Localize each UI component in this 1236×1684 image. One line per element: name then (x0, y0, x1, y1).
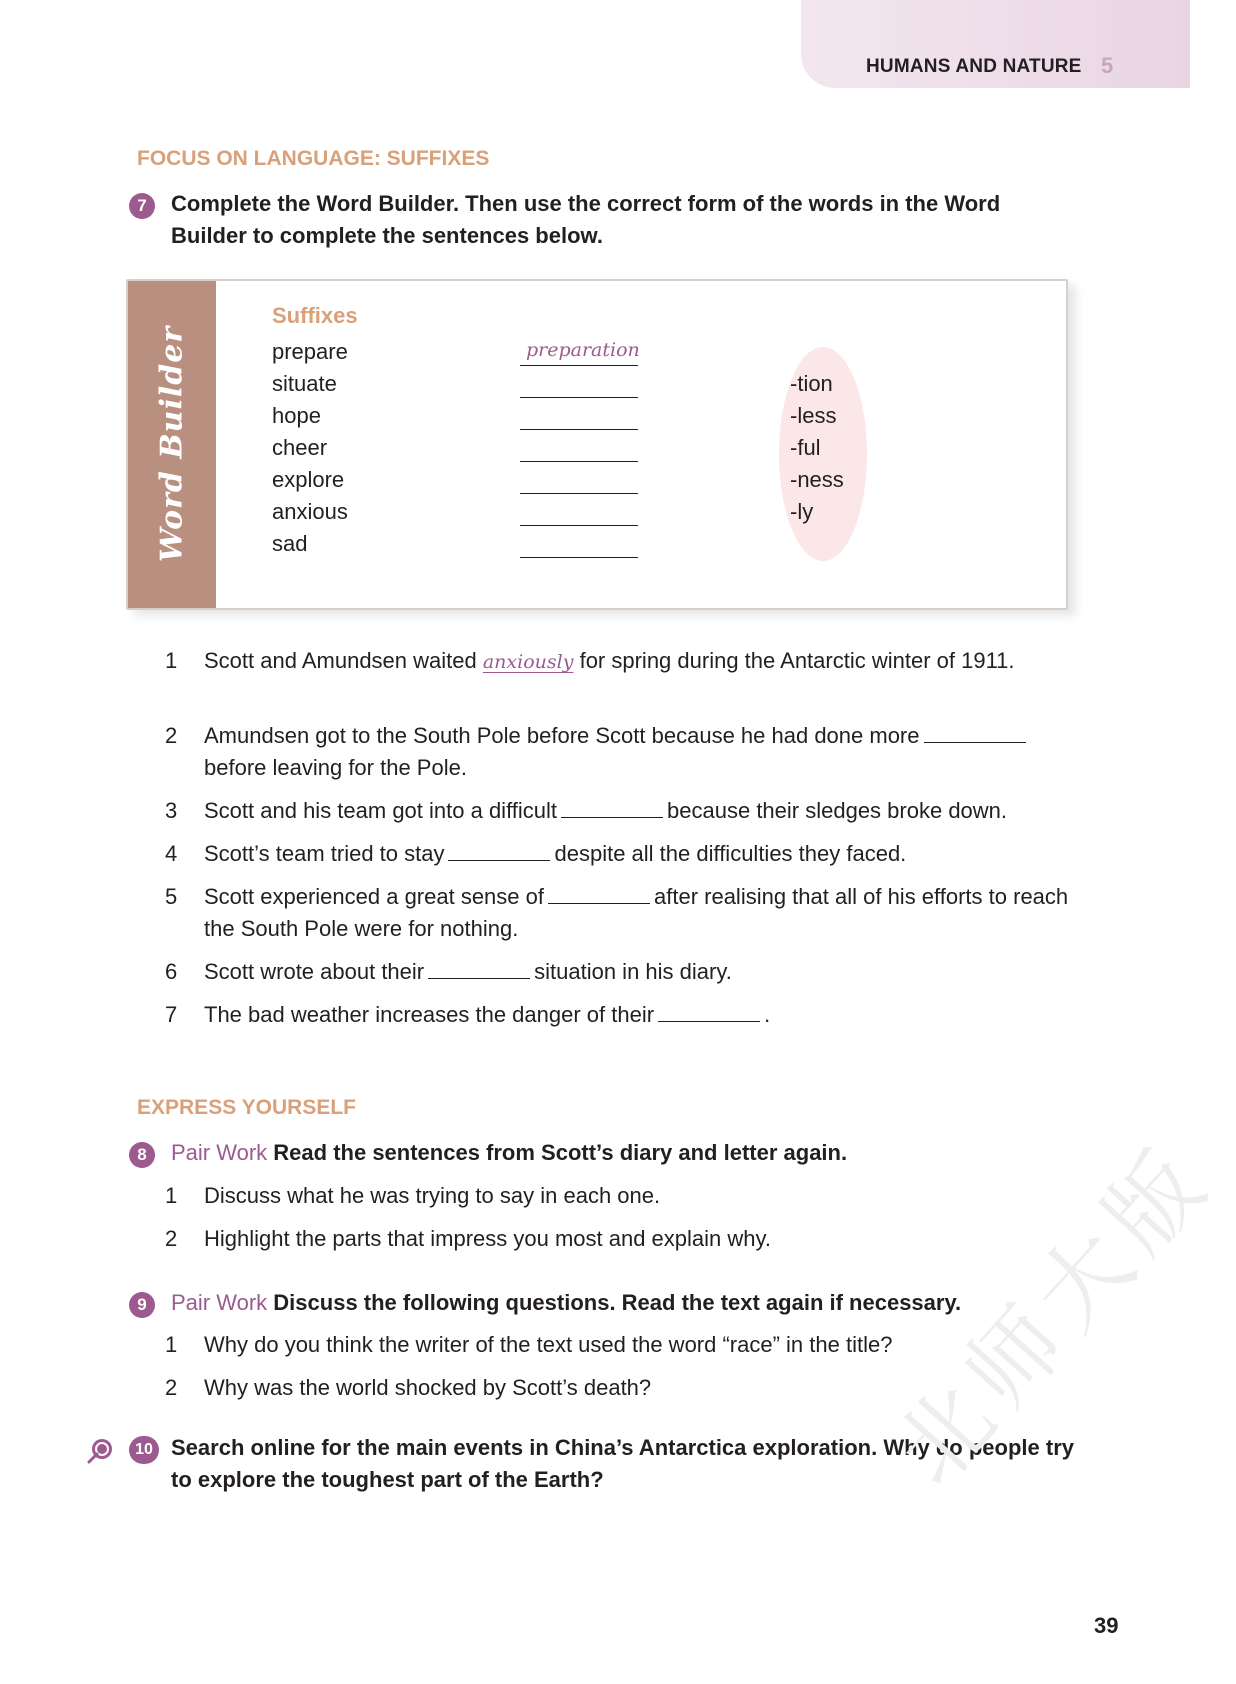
pair-work-label: Pair Work (171, 1140, 268, 1165)
question-8-badge: 8 (129, 1142, 155, 1168)
sentence-blank[interactable] (924, 741, 1026, 743)
question-7-badge: 7 (129, 193, 155, 219)
pair-work-label: Pair Work (171, 1290, 268, 1315)
question-8-text: Pair Work Read the sentences from Scott’s diary and letter again. (171, 1140, 848, 1165)
suffix-ness: -ness (790, 467, 844, 492)
answer-blank[interactable] (520, 429, 638, 430)
suffix-less: -less (790, 403, 837, 428)
question-7-text: Complete the Word Builder. Then use the correct form of the words in the Word Builder to complete the sentences below. (171, 191, 1001, 248)
suffix-tion: -tion (790, 371, 833, 396)
answer-blank[interactable] (520, 525, 638, 526)
question-10-text: Search online for the main events in China’s Antarctica exploration. Why do people try to explore the toughest part of the Earth? (171, 1435, 1074, 1492)
unit-number: 5 (1101, 53, 1114, 78)
example-fill: anxiously (482, 651, 574, 673)
suffix-ly: -ly (790, 499, 814, 524)
word-sad: sad (272, 531, 308, 556)
answer-blank[interactable] (520, 461, 638, 462)
unit-title: HUMANS AND NATURE (866, 56, 1082, 77)
word-builder-band (128, 281, 216, 608)
word-builder-heading: Suffixes (272, 303, 358, 328)
word-prepare: prepare (272, 339, 348, 364)
word-builder-box (126, 279, 1068, 610)
page-number: 39 (1094, 1613, 1119, 1638)
question-9-badge: 9 (129, 1292, 155, 1318)
example-answer: preparation (526, 339, 640, 361)
sentence-blank[interactable] (448, 859, 550, 861)
question-10-badge: 10 (129, 1436, 159, 1464)
word-situate: situate (272, 371, 337, 396)
section-title-express: EXPRESS YOURSELF (137, 1096, 357, 1119)
answer-blank[interactable] (520, 397, 638, 398)
sentence-blank[interactable] (561, 816, 663, 818)
word-explore: explore (272, 467, 345, 492)
answer-blank[interactable] (520, 493, 638, 494)
word-hope: hope (272, 403, 321, 428)
sentence-blank[interactable] (428, 977, 530, 979)
word-anxious: anxious (272, 499, 348, 524)
suffix-ful: -ful (790, 435, 821, 460)
answer-blank[interactable] (520, 365, 638, 366)
sentence-blank[interactable] (548, 902, 650, 904)
watermark: 北师大版 (874, 1124, 1233, 1505)
word-builder-label: Word Builder (154, 325, 190, 563)
search-icon (86, 1437, 114, 1465)
sentence-blank[interactable] (658, 1020, 760, 1022)
answer-blank[interactable] (520, 557, 638, 558)
unit-header (801, 0, 1190, 88)
section-title-focus: FOCUS ON LANGUAGE: SUFFIXES (137, 147, 490, 170)
question-9-text: Pair Work Discuss the following questions. Read the text again if necessary. (171, 1290, 962, 1315)
word-cheer: cheer (272, 435, 328, 460)
